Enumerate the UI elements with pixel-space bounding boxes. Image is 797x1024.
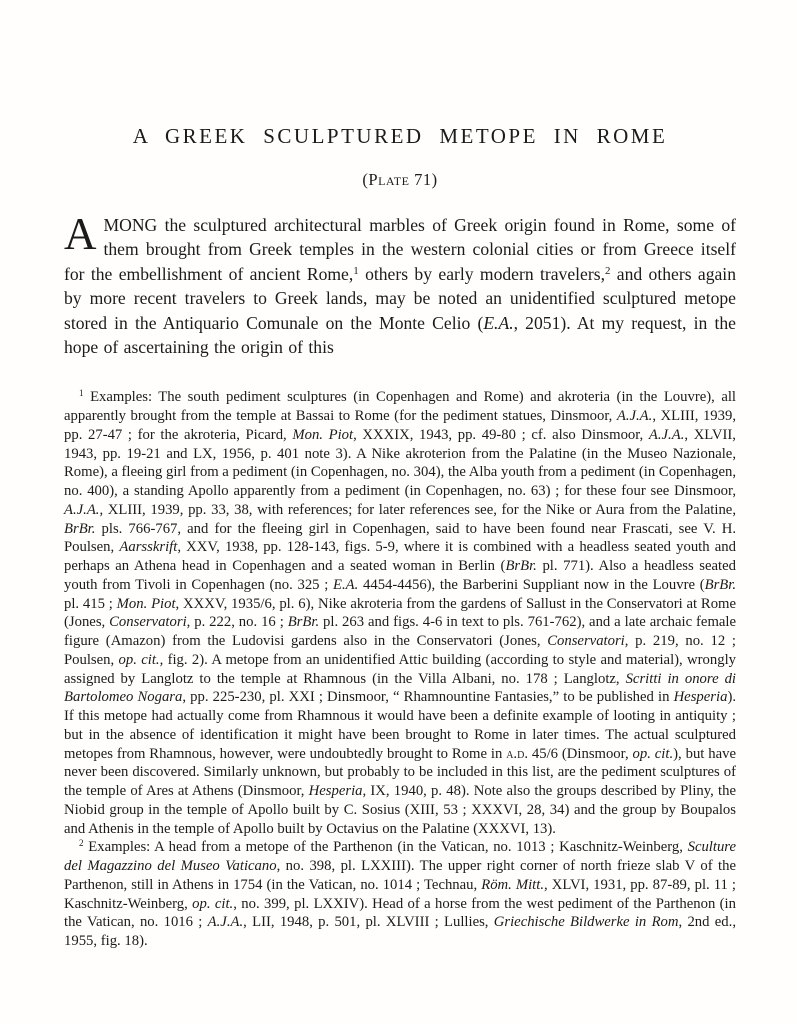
footnote-2: $^2$ Examples: A head from a metope of the Parthenon (in the Vatican, no. 1013 ; Kaschnitz-Weinberg, Sculture del Magazzino del Museo Vaticano, no. 398, pl. LXXIII). The upper right corner of north frieze slab V of the Parthenon, still in Athens in 1754 (in the Vatican, no. 1014 ; Technau, Röm. Mitt., XLVI, 1931, pp. 87-89, pl. 11 ; Kaschnitz-Weinberg, op. cit., no. 399, pl. LXXIV). Head of a horse from the west pediment of the Parthenon (in the Vatican, no. 1016 ; A.J.A., LII, 1948, p. 501, pl. XLVIII ; Lullies, Griechische Bildwerke in Rom, 2nd ed., 1955, fig. 18). (64, 838, 737, 950)
footnote-1: $^1$ Examples: The south pediment sculptures (in Copenhagen and Rome) and akroteria (in the Louvre), all apparently brought from the temple at Bassai to Rome (for the pediment statues, Dinsmoor, A.J.A., XLIII, 1939, pp. 27-47 ; for the akroteria, Picard, Mon. Piot, XXXIX, 1943, pp. 49-80 ; cf. also Dinsmoor, A.J.A., XLVII, 1943, pp. 19-21 and LX, 1956, p. 401 note 3). A Nike akroterion from the Palatine (in the Museo Nazionale, Rome), a fleeing girl from a pediment (in Copenhagen, no. 304), the Alba youth from a pediment (in Copenhagen, no. 400), a standing Apollo apparently from a pediment (in Copenhagen, no. 63) ; for these four see Dinsmoor, A.J.A., XLIII, 1939, pp. 33, 38, with references; for later references see, for the Nike or Aura from the Palatine, BrBr. pls. 766-767, and for the fleeing girl in Copenhagen, said to have been found near Frascati, see V. H. Poulsen, Aarsskrift, XXV, 1938, pp. 128-143, figs. 5-9, where it is combined with a headless seated youth and perhaps an Athena head in Copenhagen and a seated woman in Berlin (BrBr. pl. 771). Also a headless seated youth from Tivoli in Copenhagen (no. 325 ; E.A. 4454-4456), the Barberini Suppliant now in the Louvre (BrBr. pl. 415 ; Mon. Piot, XXXV, 1935/6, pl. 6), Nike akroteria from the gardens of Sallust in the Conservatori at Rome (Jones, Conservatori, p. 222, no. 16 ; BrBr. pl. 263 and figs. 4-6 in text to pls. 761-762), and a late archaic female figure (Amazon) from the Ludovisi gardens also in the Conservatori (Jones, Conservatori, p. 219, no. 12 ; Poulsen, op. cit., fig. 2). A metope from an unidentified Attic building (according to style and material), wrongly assigned by Langlotz to the temple at Rhamnous (in the Villa Albani, no. 178 ; Langlotz, Scritti in onore di Bartolomeo Nogara, pp. 225-230, pl. XXI ; Dinsmoor, “ Rhamnountine Fantasies,” to be published in Hesperia). If this metope had actually come from Rhamnous it would have been a definite example of looting in antiquity ; but in the absence of identification it might have been brought to Rome in later times. The actual sculptured metopes from Rhamnous, however, were undoubtedly brought to Rome in a.d. 45/6 (Dinsmoor, op. cit.), but have never been discovered. Similarly unknown, but probably to be included in this list, are the pediment sculptures of the temple of Ares at Athens (Dinsmoor, Hesperia, IX, 1940, p. 48). Note also the groups described by Pliny, the Niobid group in the temple of Apollo built by C. Sosius (XIII, 53 ; XXXVI, 28, 34) and the group by Boupalos and Athenis in the temple of Apollo built by Octavius on the Palatine (XXXVI, 13). (64, 388, 737, 837)
drop-cap: A (64, 209, 97, 259)
body-paragraph (64, 209, 736, 359)
plate-reference: (Plate 71) (362, 170, 438, 189)
body-text: the sculptured architectural marbles of Greek origin found in Rome, some of them brought from Greek temples in the western colonial cities or from Greece itself for the embellishment of ancient Rome,$^1$ others by early modern travelers,$^2$ and others again by more recent travelers to Greek lands, may be noted an unidentified sculptured metope stored in the Antiquario Comunale on the Monte Celio (E.A., 2051). At my request, in the hope of ascertaining the origin of this (64, 215, 736, 358)
footnotes (64, 388, 736, 951)
article-title: A GREEK SCULPTURED METOPE IN ROME (132, 124, 668, 148)
opening-caps: MONG (103, 215, 158, 235)
